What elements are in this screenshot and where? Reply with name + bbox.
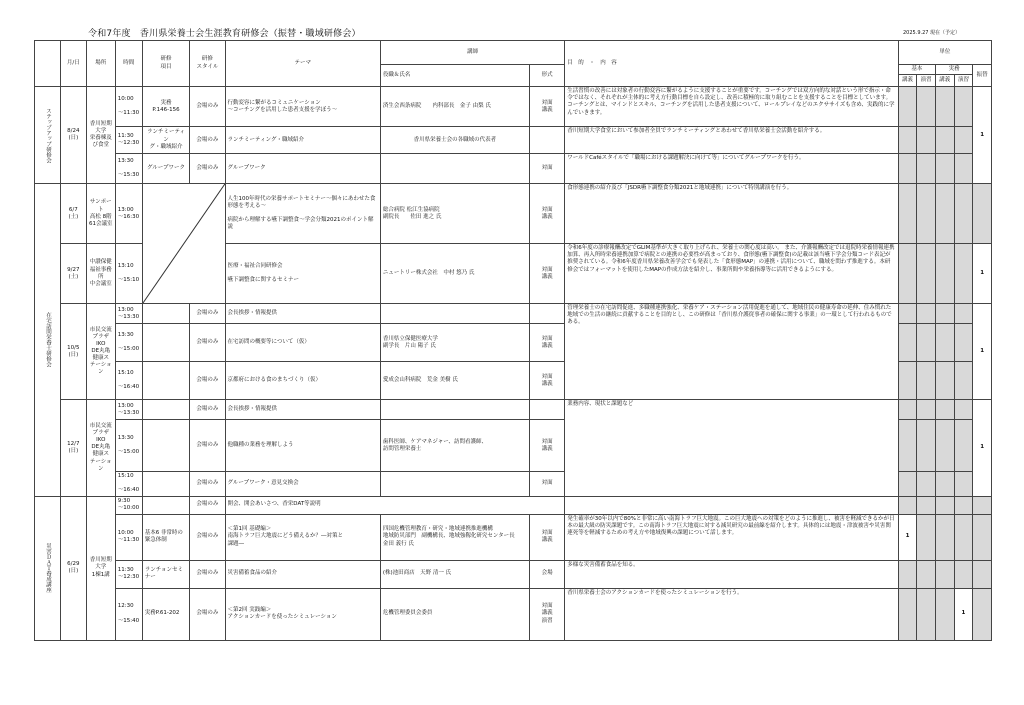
lecturer-cell — [380, 400, 529, 420]
unit-cell — [898, 496, 917, 514]
theme-cell: ランチミーティング・職域紹介 — [225, 127, 380, 154]
item-cell — [142, 324, 190, 362]
table-row — [35, 514, 992, 560]
lecturer-cell: 四国危機管理教育・研究・地域連携推進機構 地域防災部門 副機構長、地域強靱化研究センター長 金田 義行 氏 — [380, 514, 529, 560]
lecturer-cell: 総合病院 松江生協病院 副院長 佐田 進之 氏 — [380, 184, 529, 244]
as-of-date: 2025.9.27 現在（予定） — [903, 30, 961, 36]
purpose-cell: 食形態連携の紹介及び「JSDR嚥下調整食分類2021と地域連携」について特別講演を行う。 — [565, 184, 898, 244]
theme-cell: 京都府における食のまちづくり（仮） — [225, 362, 380, 400]
time-cell: 13:00 ～13:30 — [115, 304, 142, 324]
purpose-cell: 多様な災害備蓄食品を知る。 — [565, 560, 898, 588]
theme-cell: ＜第2回 実践編＞ アクションカードを使ったシミュレーション — [225, 588, 380, 640]
style-cell: 会場のみ — [190, 324, 225, 362]
unit-cell — [898, 588, 917, 640]
transfer-credit: 1 — [973, 244, 992, 304]
time-cell: 13:10 ～15:10 — [115, 244, 142, 304]
time-cell: 13:30 ～15:00 — [115, 324, 142, 362]
time-cell: 11:30 ～12:30 — [115, 127, 142, 154]
table-row — [35, 496, 992, 514]
place-cell: 香川短期 大学 1棟1講 — [86, 496, 115, 640]
format-cell: 対面 — [530, 472, 565, 496]
purpose-cell: 令和6年度の診療報酬改定でGLIM基準が大きく取り上げられ、栄養士の関心度は高い。 また、介護報酬改定では退院時栄養情報連携加算、再入所時栄養連携加算で病院との連携の必要性が高まっており、食形態(嚥下調整食)の記載は該当嚥下学会分類コード表記が推奨されている。令和6年度香川県栄養改善学会でも発表した「食形態MAP」の連携・活用について、職域を問わず推進する。本研修会ではフォーマットを使用したMAPの作成方法を紹介し、事業所間や栄養指導等に活用できるようにする。 — [565, 244, 898, 304]
header-theme: テーマ — [225, 41, 380, 87]
unit-cell — [973, 514, 992, 560]
time-cell: 15:10 ～16:40 — [115, 472, 142, 496]
time-cell: 12:30 ～15:40 — [115, 588, 142, 640]
lecturer-cell — [380, 472, 529, 496]
time-cell: 13:00 ～13:30 — [115, 400, 142, 420]
document-title: 令和7年度 香川県栄養士会生涯教育研修会（振替・職域研修会） — [88, 29, 361, 39]
format-cell: 対面 講義 — [530, 514, 565, 560]
unit-cell — [935, 400, 954, 420]
theme-cell: 会長挨拶・情報提供 — [225, 400, 380, 420]
header-purpose: 目 的 ・ 内 容 — [565, 41, 898, 87]
unit-cell — [917, 362, 936, 400]
theme-cell: グループワーク — [225, 154, 380, 184]
lecturer-cell: 香川県立保健医療大学 副学長 片山 陽子 氏 — [380, 324, 529, 362]
unit-cell — [917, 496, 936, 514]
unit-cell — [954, 400, 973, 420]
unit-cell — [935, 362, 954, 400]
time-cell: 13:00 ～16:30 — [115, 184, 142, 244]
format-cell: 対面 講義 — [530, 184, 565, 244]
lecturer-cell: 愛成会山科病院 荒金 美樹 氏 — [380, 362, 529, 400]
lecturer-cell: ニュートリー株式会社 中村 悠乃 氏 — [380, 244, 529, 304]
unit-cell — [898, 154, 917, 184]
style-cell: 会場のみ — [190, 472, 225, 496]
unit-cell — [954, 560, 973, 588]
unit-cell — [935, 154, 954, 184]
lecturer-cell: 危機管理委員会委員 — [380, 588, 529, 640]
format-cell: 対面 講義 演習 — [530, 588, 565, 640]
header-practice-exercise: 演習 — [954, 75, 973, 87]
unit-cell — [954, 324, 973, 362]
unit-cell — [917, 472, 936, 496]
style-cell: 会場のみ — [190, 588, 225, 640]
unit-cell — [917, 244, 936, 304]
date-cell: 9/27 (土) — [60, 244, 86, 304]
date-cell: 6/7 (土) — [60, 184, 86, 244]
item-cell — [142, 304, 190, 324]
item-style-blank — [142, 184, 225, 304]
purpose-cell: 香川短期大学食堂において参加者全員でランチミーティングとあわせて香川県栄養士会活動を紹介する。 — [565, 127, 898, 154]
lecturer-cell — [380, 304, 529, 324]
item-cell: グループワーク — [142, 154, 190, 184]
header-practice-lecture: 講義 — [935, 75, 954, 87]
item-cell — [142, 362, 190, 400]
unit-cell — [954, 420, 973, 472]
unit-cell — [935, 472, 954, 496]
purpose-cell: 発生確率が30年以内で80%と非常に高い南海トラフ巨大地震。この巨大地震への対策をどのように推進し、被害を軽減できるかが日本の最大級の防災課題です。この南海トラフ巨大地震に対する減災研究の最前線を紹介します。具体的には地震・津波被害や災害関連死等を軽減するための考え方や地域復興の課題について話します。 — [565, 514, 898, 560]
table-row — [35, 87, 992, 127]
lecturer-cell: 歯科医師、ケアマネジャー、訪問看護師、 訪問管理栄養士 — [380, 420, 529, 472]
header-item: 研修 項目 — [142, 41, 190, 87]
header-blank — [35, 41, 61, 87]
unit-cell — [917, 560, 936, 588]
theme-cell: 在宅訪問の概要等について（仮） — [225, 324, 380, 362]
table-row — [35, 127, 992, 154]
unit-cell — [917, 588, 936, 640]
date-cell: 12/7 (日) — [60, 400, 86, 496]
unit-cell — [935, 304, 954, 324]
theme-cell: 開会、開会あいさつ、香栄DAT等説明 — [225, 496, 565, 514]
header-basic-lecture: 講義 — [898, 75, 917, 87]
style-cell: 会場のみ — [190, 127, 225, 154]
format-cell: 対面 — [530, 154, 565, 184]
schedule-table — [34, 40, 992, 641]
time-cell: 15:10 ～16:40 — [115, 362, 142, 400]
unit-cell — [898, 244, 917, 304]
unit-cell — [954, 304, 973, 324]
theme-cell: 他職種の業務を理解しよう — [225, 420, 380, 472]
format-cell: 対面 講義 — [530, 87, 565, 127]
table-row — [35, 560, 992, 588]
basic-lecture-credit: 1 — [898, 514, 917, 560]
item-cell — [142, 472, 190, 496]
table-row — [35, 588, 992, 640]
header-role-name: 役職＆氏名 — [380, 65, 529, 87]
style-cell: 会場のみ — [190, 514, 225, 560]
unit-cell — [898, 127, 917, 154]
practice-exercise-credit: 1 — [954, 588, 973, 640]
unit-cell — [917, 400, 936, 420]
theme-cell: ＜第1回 基礎編＞ 南海トラフ巨大地震にどう備えるか？―対策と 課題― — [225, 514, 380, 560]
item-cell: 実務P.61-202 — [142, 588, 190, 640]
header-lecturer: 講師 — [380, 41, 564, 65]
unit-cell — [898, 87, 917, 127]
header-unit: 単位 — [898, 41, 991, 65]
item-cell — [142, 496, 190, 514]
theme-cell: 行動変容に繋がるコミュニケーション ～コーチングを活用した患者支援を学ぼう～ — [225, 87, 380, 127]
unit-cell — [935, 244, 954, 304]
unit-cell — [917, 184, 936, 244]
table-row — [35, 304, 992, 324]
item-cell: 実務 P.146-156 — [142, 87, 190, 127]
header-transfer: 振替 — [973, 65, 992, 87]
unit-cell — [954, 87, 973, 127]
header-practice: 実務 — [935, 65, 972, 75]
style-cell: 会場のみ — [190, 560, 225, 588]
lecturer-cell: (株)池田商店 天野 清一 氏 — [380, 560, 529, 588]
unit-cell — [954, 362, 973, 400]
unit-cell — [917, 87, 936, 127]
format-cell: 対面 講義 — [530, 324, 565, 362]
unit-cell — [954, 184, 973, 244]
transfer-credit: 1 — [973, 87, 992, 184]
unit-cell — [954, 127, 973, 154]
unit-cell — [935, 184, 954, 244]
format-cell: 対面 講義 — [530, 420, 565, 472]
item-cell: ランチミーティン グ・職域紹介 — [142, 127, 190, 154]
lecturer-cell — [380, 154, 529, 184]
unit-cell — [898, 324, 917, 362]
header-style: 研修 スタイル — [190, 41, 225, 87]
unit-cell — [935, 420, 954, 472]
theme-cell: 医療・福祉合同研修会 嚥下調整食に関するセミナー — [225, 244, 380, 304]
purpose-cell: 業務内容、現状と課題など — [565, 400, 898, 496]
date-cell: 8/24 (日) — [60, 87, 86, 184]
format-cell: 会場 — [530, 560, 565, 588]
unit-cell — [973, 560, 992, 588]
header-format: 形式 — [530, 65, 565, 87]
table-row — [35, 184, 992, 244]
section-label: ステップアップ研修会 — [35, 87, 61, 184]
item-cell: 基本6 非常時の 緊急体制 — [142, 514, 190, 560]
diagonal-slash — [143, 184, 225, 303]
unit-cell — [954, 496, 973, 514]
style-cell: 会場のみ — [190, 154, 225, 184]
unit-cell — [917, 324, 936, 362]
unit-cell — [898, 400, 917, 420]
purpose-cell: 香川県栄養士会のアクションカードを使ったシミュレーションを行う。 — [565, 588, 898, 640]
format-cell: 対面 講義 — [530, 244, 565, 304]
lecturer-cell: 香川県栄養士会の各職域の代表者 — [380, 127, 529, 154]
place-cell: サンポート 高松 8階 61会議室 — [86, 184, 115, 244]
item-cell — [142, 400, 190, 420]
date-cell: 6/29 (日) — [60, 496, 86, 640]
unit-cell — [935, 127, 954, 154]
theme-cell: 人生100年時代の栄養サポートセミナー～個々にあわせた食形態を考える～ 病院から理解する嚥下調整食～学会分類2021のポイント解説 — [225, 184, 380, 244]
unit-cell — [898, 420, 917, 472]
header-place: 場所 — [86, 41, 115, 87]
format-cell — [530, 127, 565, 154]
format-cell — [530, 400, 565, 420]
style-cell: 会場のみ — [190, 420, 225, 472]
place-cell: 市民交流 プラザIKO DE丸亀 健康ス テーション — [86, 304, 115, 400]
format-cell: 対面 講義 — [530, 362, 565, 400]
place-cell: 中讃保健 福祉事務所 中会議室 — [86, 244, 115, 304]
unit-cell — [898, 560, 917, 588]
unit-cell — [973, 496, 992, 514]
time-cell: 10:00 ～11:30 — [115, 87, 142, 127]
header-date: 月/日 — [60, 41, 86, 87]
lecturer-cell: 済生会西条病院 内科部長 金子 由梨 氏 — [380, 87, 529, 127]
style-cell: 会場のみ — [190, 496, 225, 514]
unit-cell — [935, 496, 954, 514]
place-cell: 市民交流 プラザIKO DE丸亀 健康ス テーション — [86, 400, 115, 496]
section-label: 在宅訪問栄養士研修会 — [35, 184, 61, 496]
unit-cell — [954, 472, 973, 496]
unit-cell — [935, 324, 954, 362]
time-cell: 10:00 ～11:30 — [115, 514, 142, 560]
table-row — [35, 400, 992, 420]
style-cell: 会場のみ — [190, 304, 225, 324]
theme-cell: グループワーク・意見交換会 — [225, 472, 380, 496]
unit-cell — [898, 304, 917, 324]
style-cell: 会場のみ — [190, 362, 225, 400]
time-cell: 9:30 ～10:00 — [115, 496, 142, 514]
unit-cell — [935, 514, 954, 560]
purpose-cell: ワールドCaféスタイルで「職場における課題解決に向けて等」についてグループワークを行う。 — [565, 154, 898, 184]
unit-cell — [954, 154, 973, 184]
purpose-cell: 管理栄養士の在宅訪問促進、多職種連携強化、栄養ケア・ステーション活用促進を通して、地域住民の健康寿命の延伸、住み慣れた地域での生活の継続に貢献することを目的とし、この研修は「香川県介護従事者の確保に関する事業」の一環として行われるものである。 — [565, 304, 898, 400]
unit-cell — [973, 588, 992, 640]
unit-cell — [898, 184, 917, 244]
unit-cell — [954, 244, 973, 304]
format-cell — [530, 304, 565, 324]
style-cell: 会場のみ — [190, 400, 225, 420]
style-cell: 会場のみ — [190, 87, 225, 127]
item-cell: ランチョンセミナー — [142, 560, 190, 588]
purpose-cell: 生活習慣の改善には対象者の行動変容に繋がるように支援することが重要です。コーチングでは双方向的な対話という形で指示・命令ではなく、それぞれが主体的に考え方行動目標を自ら設定し、改善に積極的に取り組むことを支援することを目標としています。コーチングとは、マインドとスキル、コーチングを活用した患者支援について、ロールプレイなどのエクササイズも含め、実践的に学んでいきます。 — [565, 87, 898, 127]
unit-cell — [917, 514, 936, 560]
transfer-credit: 1 — [973, 304, 992, 400]
unit-cell — [917, 154, 936, 184]
table-row — [35, 154, 992, 184]
transfer-credit: 1 — [973, 400, 992, 496]
unit-cell — [898, 362, 917, 400]
place-cell: 香川短期 大学 栄養棟及 び食堂 — [86, 87, 115, 184]
unit-cell — [935, 560, 954, 588]
time-cell: 13:30 ～15:30 — [115, 154, 142, 184]
theme-cell: 災害備蓄食品の紹介 — [225, 560, 380, 588]
time-cell: 13:30 ～15:00 — [115, 420, 142, 472]
unit-cell — [917, 304, 936, 324]
section-label: 災害ＤＡＴ養成講座 — [35, 496, 61, 640]
theme-cell: 会長挨拶・情報提供 — [225, 304, 380, 324]
header-basic-exercise: 演習 — [917, 75, 936, 87]
unit-cell — [917, 127, 936, 154]
header-basic: 基本 — [898, 65, 935, 75]
unit-cell — [917, 420, 936, 472]
unit-cell — [973, 184, 992, 244]
unit-cell — [898, 472, 917, 496]
header-time: 時間 — [115, 41, 142, 87]
time-cell: 11:30 ～12:30 — [115, 560, 142, 588]
item-cell — [142, 420, 190, 472]
unit-cell — [954, 514, 973, 560]
unit-cell — [935, 87, 954, 127]
purpose-cell — [565, 496, 898, 514]
unit-cell — [935, 588, 954, 640]
date-cell: 10/5 (日) — [60, 304, 86, 400]
